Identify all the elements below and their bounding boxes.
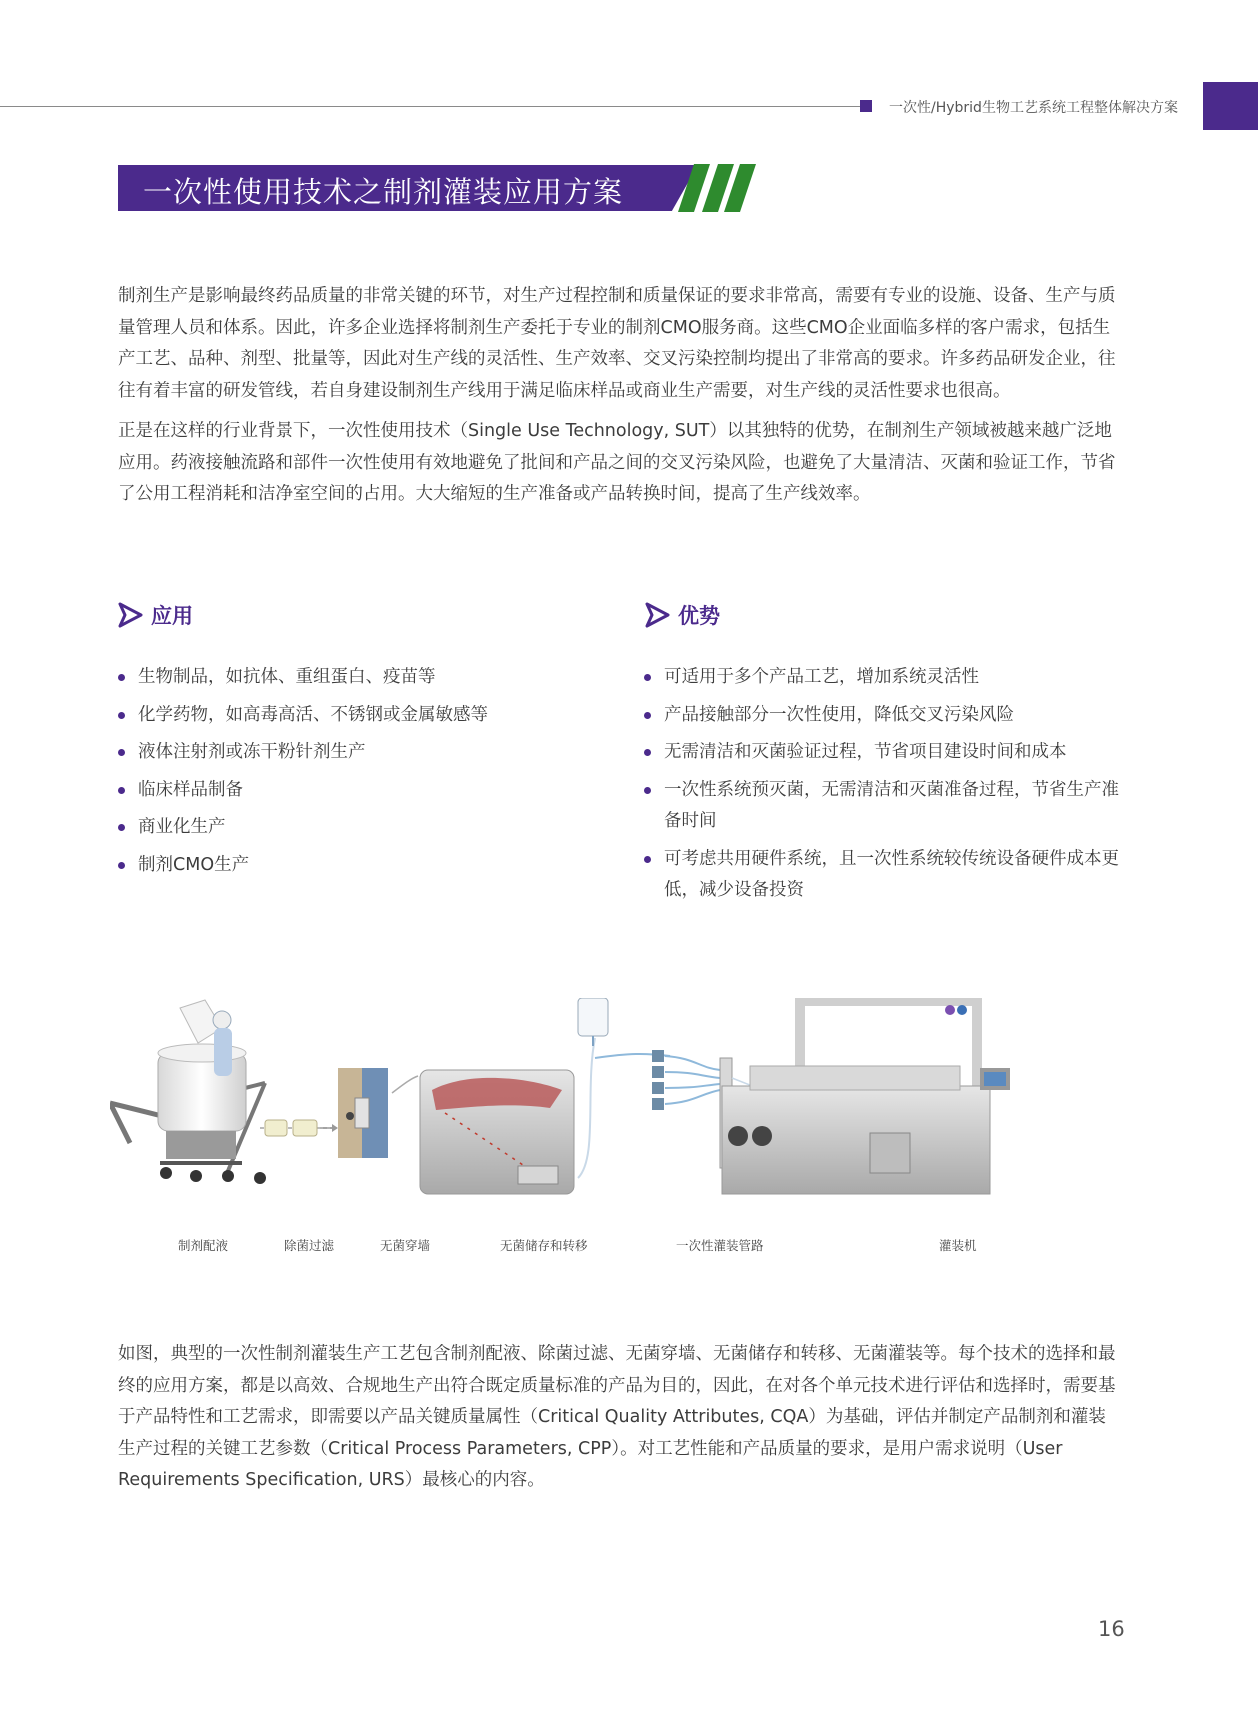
chevron-arrow-icon [644, 602, 670, 628]
header-rule [0, 106, 862, 107]
wall-transfer-port-illustration [338, 1068, 418, 1158]
page-number: 16 [1098, 1617, 1125, 1641]
filter-capsules-illustration [260, 1120, 338, 1136]
list-item: 制剂CMO生产 [118, 850, 598, 882]
header-text: 一次性/Hybrid生物工艺系统工程整体解决方案 [889, 100, 1178, 116]
advantages-heading-label: 优势 [678, 604, 720, 628]
list-item: 无需清洁和灭菌验证过程，节省项目建设时间和成本 [644, 737, 1126, 769]
list-item: 临床样品制备 [118, 775, 598, 807]
list-item: 产品接触部分一次性使用，降低交叉污染风险 [644, 700, 1126, 732]
list-item: 化学药物，如高毒高活、不锈钢或金属敏感等 [118, 700, 598, 732]
green-slash-decoration [678, 164, 758, 212]
header-square-marker [860, 100, 872, 112]
corner-tab [1203, 82, 1258, 130]
summary-paragraph: 如图，典型的一次性制剂灌装生产工艺包含制剂配液、除菌过滤、无菌穿墙、无菌储存和转移、无菌灌装等。每个技术的选择和最终的应用方案，都是以高效、合规地生产出符合既定质量标准的产品为目的，因此，在对各个单元技术进行评估和选择时，需要基于产品特性和工艺需求，即需要以产品关键质量属性（Critical Quality Attributes, CQA）为基础，评估并制定产品制剂和灌装生产过程的关键工艺参数（Critical Process Parameters, CPP）。对工艺性能和产品质量的要求，是用户需求说明（User Requirements Specification, URS）最核心的内容。 [118, 1344, 1116, 1490]
list-item: 液体注射剂或冻干粉针剂生产 [118, 737, 598, 769]
caption-storage-transfer: 无菌储存和转移 [500, 1238, 588, 1253]
page-title: 一次性使用技术之制剂灌装应用方案 [143, 175, 624, 209]
storage-bin-illustration [420, 1070, 574, 1194]
intro-paragraph-1: 制剂生产是影响最终药品质量的非常关键的环节，对生产过程控制和质量保证的要求非常高，需要有专业的设施、设备、生产与质量管理人员和体系。因此，许多企业选择将制剂生产委托于专业的制剂CMO服务商。这些CMO企业面临多样的客户需求，包括生产工艺、品种、剂型、批量等，因此对生产线的灵活性、生产效率、交叉污染控制均提出了非常高的要求。许多药品研发企业，往往有着丰富的研发管线，若自身建设制剂生产线用于满足临床样品或商业生产需要，对生产线的灵活性要求也很高。 [118, 286, 1116, 401]
caption-formulation: 制剂配液 [178, 1238, 229, 1253]
list-item: 可适用于多个产品工艺，增加系统灵活性 [644, 662, 1126, 694]
caption-filling-machine: 灌装机 [939, 1238, 977, 1253]
caption-sterile-filtration: 除菌过滤 [284, 1238, 335, 1253]
caption-wall-transfer: 无菌穿墙 [380, 1238, 431, 1253]
list-item: 一次性系统预灭菌，无需清洁和灭菌准备过程，节省生产准备时间 [644, 775, 1126, 838]
mixing-tank-illustration [110, 1000, 266, 1184]
caption-filling-tubing: 一次性灌装管路 [676, 1238, 764, 1253]
applications-heading [117, 600, 193, 630]
chevron-arrow-icon [117, 602, 143, 628]
advantages-heading [644, 600, 720, 630]
process-diagram [110, 998, 1110, 1248]
applications-heading-label: 应用 [151, 604, 193, 628]
advantages-list [644, 662, 1126, 913]
intro-paragraph-2: 正是在这样的行业背景下，一次性使用技术（Single Use Technology, SUT）以其独特的优势，在制剂生产领域被越来越广泛地应用。药液接触流路和部件一次性使用有效地避免了批间和产品之间的交叉污染风险，也避免了大量清洁、灭菌和验证工作，节省了公用工程消耗和洁净室空间的占用。大大缩短的生产准备或产品转换时间，提高了生产线效率。 [118, 421, 1116, 504]
applications-list [118, 662, 598, 887]
list-item: 可考虑共用硬件系统，且一次性系统较传统设备硬件成本更低，减少设备投资 [644, 844, 1126, 907]
list-item: 生物制品，如抗体、重组蛋白、疫苗等 [118, 662, 598, 694]
list-item: 商业化生产 [118, 812, 598, 844]
filling-machine-illustration [722, 998, 1010, 1194]
